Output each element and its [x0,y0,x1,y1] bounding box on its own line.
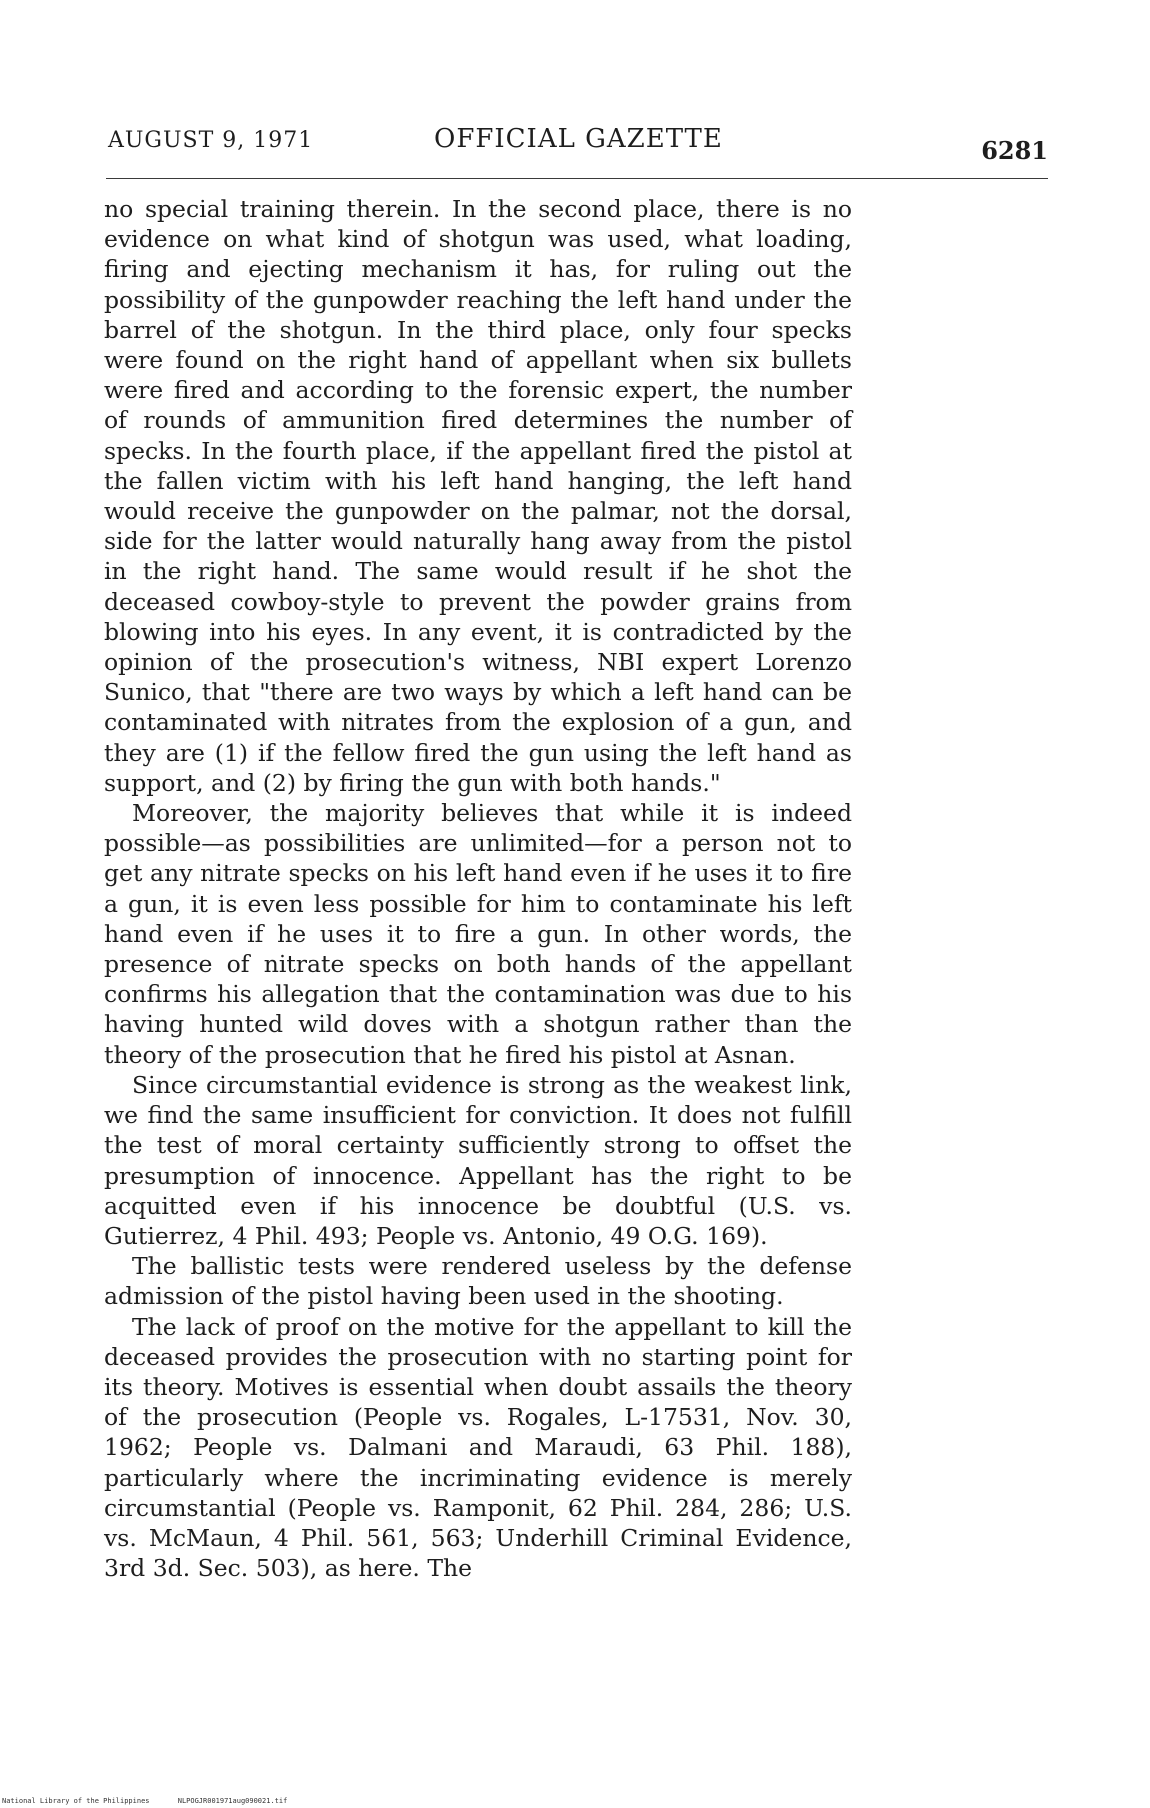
paragraph-4: The ballistic tests were rendered useless by the defense admission of the pistol having been used in the shooting. [104,1252,852,1311]
paragraph-3: Since circumstantial evidence is strong as the weakest link, we find the same insufficient for conviction. It does not fulfill the test of moral certainty sufficiently strong to offset the presumption of innocence. Appellant has the right to be acquitted even if his innocence be doubtful (U.S. vs. Gutierrez, 4 Phil. 493; People vs. Antonio, 49 O.G. 169). [104,1070,852,1250]
header-date: AUGUST 9, 1971 [108,128,314,153]
scan-footer [2,1797,311,1805]
paragraph-5: The lack of proof on the motive for the appellant to kill the deceased provides the prosecution with no starting point for its theory. Motives is essential when doubt assails the theory of the prosecution (People vs. Rogales, L-17531, Nov. 30, 1962; People vs. Dalmani and Maraudi, 63 Phil. 188), particularly where the incriminating evidence is merely circumstantial (People vs. Ramponit, 62 Phil. 284, 286; U.S. vs. McMaun, 4 Phil. 561, 563; Underhill Criminal Evidence, 3rd 3d. Sec. 503), as here. The [104,1312,852,1583]
footer-file: NLPOGJR001971aug090021.tif [177,1797,288,1805]
paragraph-1: no special training therein. In the second place, there is no evidence on what kind of shotgun was used, what loading, firing and ejecting mechanism it has, for ruling out the possibility of the gunpowder reaching the left hand under the barrel of the shotgun. In the third place, only four specks were found on the right hand of appellant when six bullets were fired and according to the forensic expert, the number of rounds of ammunition fired determines the number of specks. In the fourth place, if the appellant fired the pistol at the fallen victim with his left hand hanging, the left hand would receive the gunpowder on the palmar, not the dorsal, side for the latter would naturally hang away from the pistol in the right hand. The same would result if he shot the deceased cowboy-style to prevent the powder grains from blowing into his eyes. In any event, it is contradicted by the opinion of the prosecution's witness, NBI expert Lorenzo Sunico, that "there are two ways by which a left hand can be contaminated with nitrates from the explosion of a gun, and they are (1) if the fellow fired the gun using the left hand as support, and (2) by firing the gun with both hands." [104,195,852,797]
header-page-number: 6281 [981,136,1048,165]
page-header [108,124,1048,165]
paragraph-2: Moreover, the majority believes that while it is indeed possible—as possibilities are unlimited—for a person not to get any nitrate specks on his left hand even if he uses it to fire a gun, it is even less possible for him to contaminate his left hand even if he uses it to fire a gun. In other words, the presence of nitrate specks on both hands of the appellant confirms his allegation that the contamination was due to his having hunted wild doves with a shotgun rather than the theory of the prosecution that he fired his pistol at Asnan. [104,799,852,1069]
article-body [104,194,852,1583]
header-title: OFFICIAL GAZETTE [434,124,723,154]
header-divider [106,178,1048,179]
footer-library: National Library of the Philippines [2,1797,150,1805]
